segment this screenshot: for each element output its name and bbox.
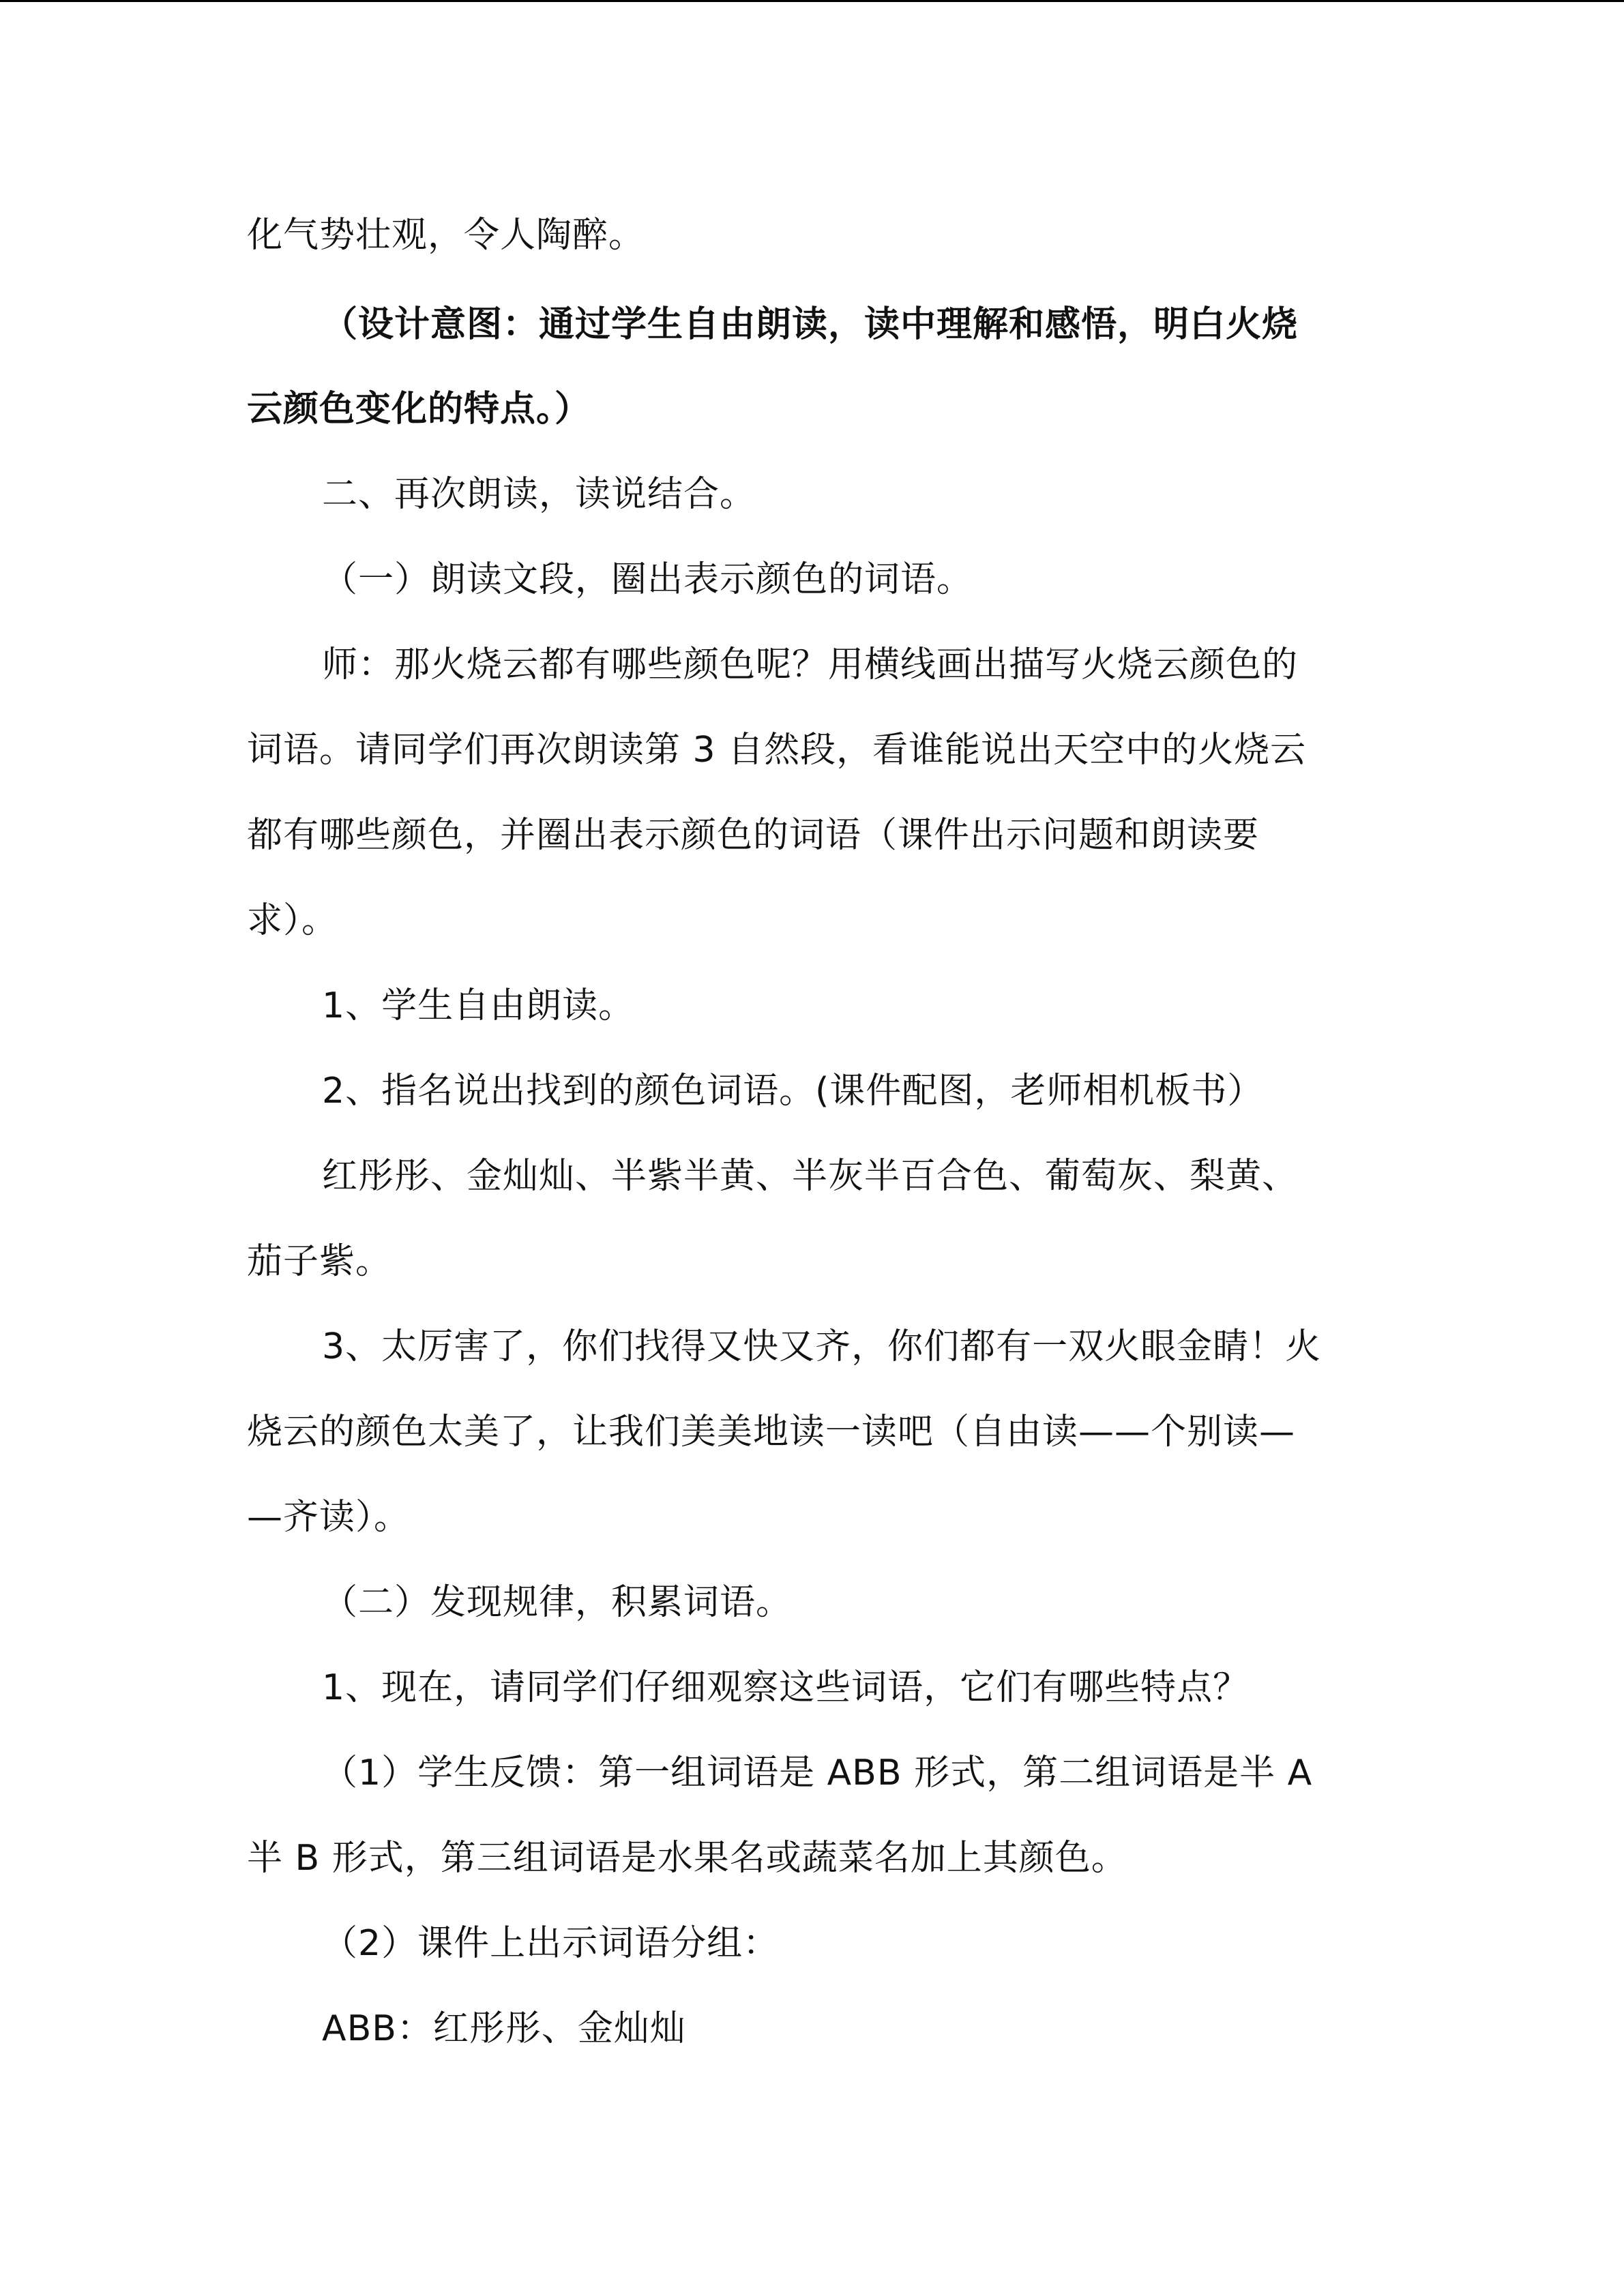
word-group-line: ABB：红彤彤、金灿灿 [322,2008,686,2049]
text-line: 词语。请同学们再次朗读第 3 自然段，看谁能说出天空中的火烧云 [247,730,1307,771]
list-item: 1、学生自由朗读。 [322,985,635,1026]
design-intent-line: 云颜色变化的特点。） [247,389,591,430]
subsection-heading: （二）发现规律，积累词语。 [322,1582,793,1623]
color-words-line: 茄子紫。 [247,1241,392,1282]
page-top-border [0,0,1624,2]
list-item: （1）学生反馈：第一组词语是 ABB 形式，第二组词语是半 A [322,1753,1313,1793]
text-line: 烧云的颜色太美了，让我们美美地读一读吧（自由读——个别读— [247,1412,1296,1452]
color-words-line: 红彤彤、金灿灿、半紫半黄、半灰半百合色、葡萄灰、梨黄、 [322,1156,1299,1197]
text-line: 师：那火烧云都有哪些颜色呢？用横线画出描写火烧云颜色的 [322,644,1299,685]
text-line: —齐读）。 [247,1497,411,1538]
list-item: 1、现在，请同学们仔细观察这些词语，它们有哪些特点？ [322,1667,1250,1708]
text-line: 求）。 [247,900,338,941]
list-item: （2）课件上出示词语分组： [322,1923,780,1964]
text-line: 化气势壮观，令人陶醉。 [247,215,645,256]
list-item: 2、指名说出找到的颜色词语。(课件配图，老师相机板书） [322,1071,1264,1112]
subsection-heading: （一）朗读文段，圈出表示颜色的词语。 [322,559,973,600]
text-line: 都有哪些颜色，并圈出表示颜色的词语（课件出示问题和朗读要 [247,815,1260,856]
design-intent-line: （设计意图：通过学生自由朗读，读中理解和感悟，明白火烧 [322,304,1299,345]
section-heading: 二、再次朗读，读说结合。 [322,474,756,515]
list-item: 3、太厉害了，你们找得又快又齐，你们都有一双火眼金睛！火 [322,1326,1322,1367]
text-line: 半 B 形式，第三组词语是水果名或蔬菜名加上其颜色。 [247,1838,1127,1879]
